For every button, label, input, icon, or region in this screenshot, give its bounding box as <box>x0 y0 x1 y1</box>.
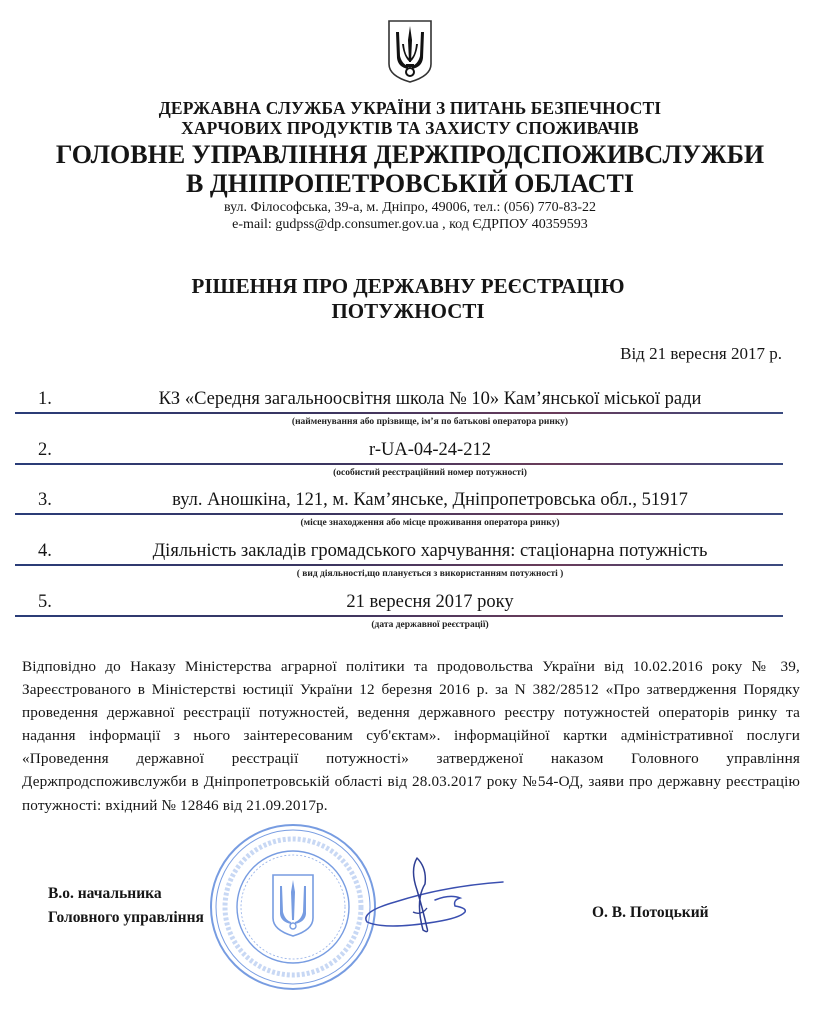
field-underline <box>15 513 783 515</box>
department-contacts: e-mail: gudpss@dp.consumer.gov.ua , код ЄДРПОУ 40359593 <box>232 217 588 232</box>
field-value-operator-name: КЗ «Середня загальноосвітня школа № 10» Кам’янської міської ради <box>158 389 702 409</box>
agency-name-line-2: ХАРЧОВИХ ПРОДУКТІВ ТА ЗАХИСТУ СПОЖИВАЧІВ <box>181 118 639 138</box>
ukraine-trident-emblem-icon <box>386 18 434 84</box>
field-number: 2. <box>38 440 52 460</box>
field-hint: (особистий реєстраційний номер потужності) <box>333 468 527 478</box>
field-hint: (дата державної реєстрації) <box>371 620 489 630</box>
document-date: Від 21 вересня 2017 р. <box>620 344 782 363</box>
field-value-registration-date: 21 вересня 2017 року <box>346 592 514 612</box>
field-value-address: вул. Аношкіна, 121, м. Кам’янське, Дніпропетровська обл., 51917 <box>172 490 688 510</box>
document-title-line-2: ПОТУЖНОСТІ <box>331 299 485 323</box>
department-address: вул. Філософська, 39-а, м. Дніпро, 49006, тел.: (056) 770-83-22 <box>224 200 596 215</box>
field-number: 4. <box>38 541 52 561</box>
handwritten-signature-icon <box>355 850 505 940</box>
field-hint: (місце знаходження або місце проживання оператора ринку) <box>300 518 560 528</box>
department-name-line-2: В ДНІПРОПЕТРОВСЬКІЙ ОБЛАСТІ <box>186 169 634 198</box>
field-number: 1. <box>38 389 52 409</box>
field-underline <box>15 564 783 566</box>
field-number: 5. <box>38 592 52 612</box>
agency-name-line-1: ДЕРЖАВНА СЛУЖБА УКРАЇНИ З ПИТАНЬ БЕЗПЕЧНОСТІ <box>158 98 662 118</box>
field-underline <box>15 412 783 414</box>
field-hint: (найменування або прізвище, ім’я по батькові оператора ринку) <box>291 417 569 427</box>
field-hint: ( вид діяльності,що планується з використанням потужності ) <box>296 569 564 579</box>
signer-position-line-2: Головного управління <box>48 909 204 926</box>
signer-position-line-1: В.о. начальника <box>48 885 162 902</box>
field-number: 3. <box>38 490 52 510</box>
field-value-activity-type: Діяльність закладів громадського харчування: стаціонарна потужність <box>152 541 708 561</box>
department-name-line-1: ГОЛОВНЕ УПРАВЛІННЯ ДЕРЖПРОДСПОЖИВСЛУЖБИ <box>55 140 765 169</box>
field-value-registration-number: r-UA-04-24-212 <box>369 440 491 460</box>
field-underline <box>15 615 783 617</box>
field-underline <box>15 463 783 465</box>
document-title-line-1: РІШЕННЯ ПРО ДЕРЖАВНУ РЕЄСТРАЦІЮ <box>191 274 625 298</box>
signer-name: О. В. Потоцький <box>592 904 709 921</box>
legal-basis-paragraph: Відповідно до Наказу Міністерства аграрної політики та продовольства України від 10.02.2016 року № 39, Зареєстрованого в Міністерстві юстиції України 12 березня 2016 р. за N 382/28512 «Про затвердження Порядку проведення державної реєстрації потужностей, ведення державного реєстру потужностей операторів ринку та надання інформації з нього заінтересованим суб'єктам». інформаційної картки адміністративної послуги «Проведення державної реєстрації потужності» затвердженої наказом Головного управління Держпродспоживслужби в Дніпропетровській області від 28.03.2017 року №54-ОД, заяви про державну реєстрацію потужності: вхідний № 12846 від 21.09.2017р. <box>22 658 800 814</box>
